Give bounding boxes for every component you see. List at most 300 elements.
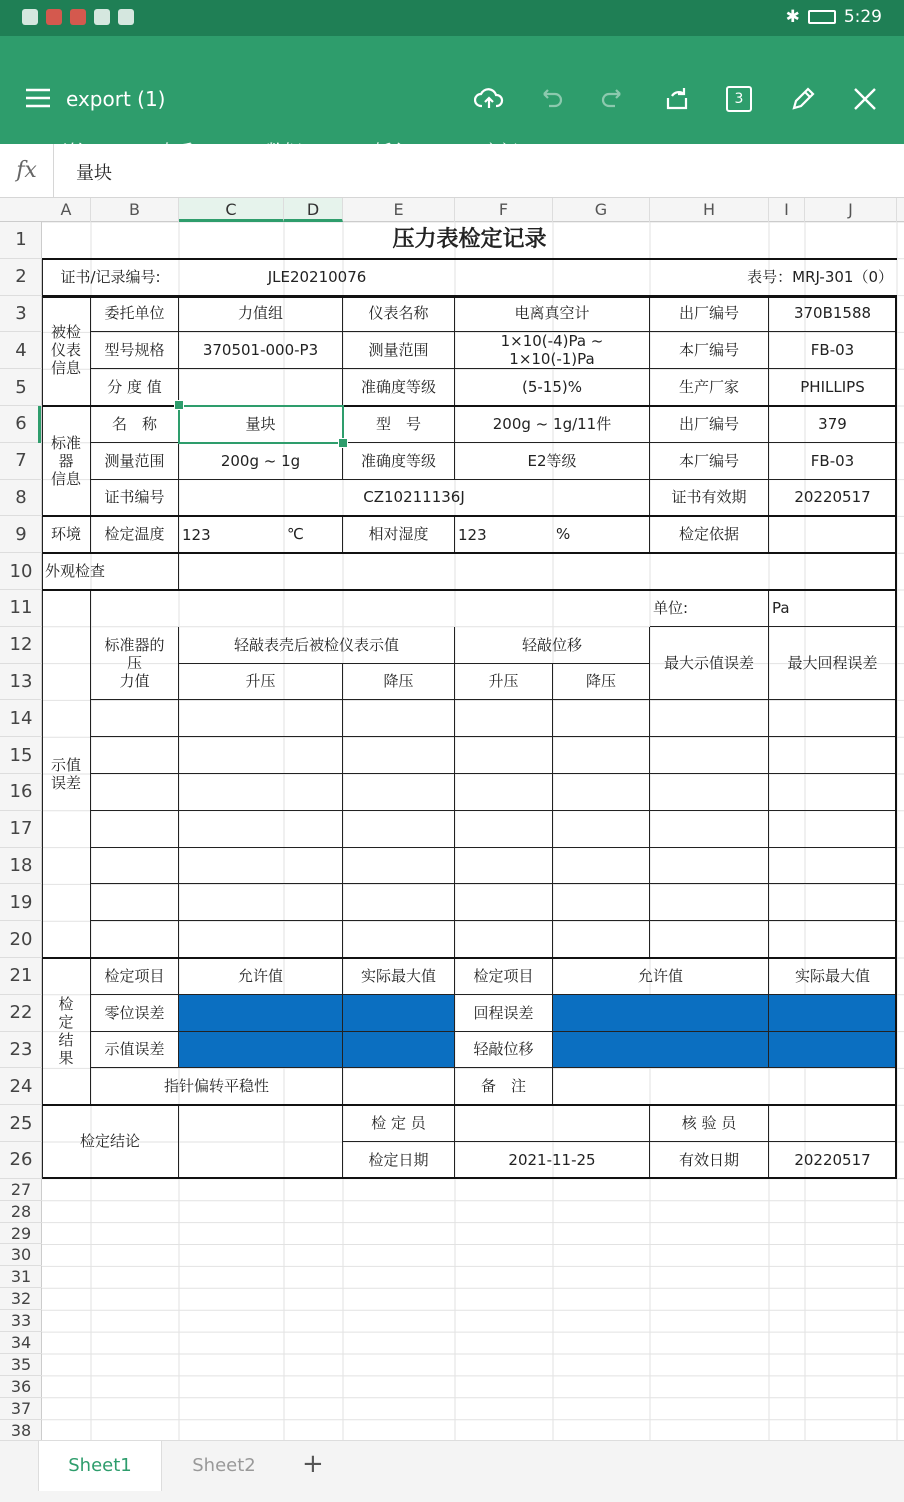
cell-b19[interactable]: [91, 884, 179, 921]
cell-e16[interactable]: [343, 774, 455, 811]
cell-b23[interactable]: [91, 1032, 179, 1069]
cell-f17[interactable]: [455, 811, 553, 848]
cell-c22[interactable]: [179, 995, 343, 1032]
cell-e7-text: 准确度等级: [360, 451, 436, 470]
document-title: export (1): [66, 87, 166, 111]
cell-f12-text: 轻敲位移: [521, 635, 582, 654]
cell-c7-text: 200g ~ 1g: [220, 451, 301, 470]
cell-e5[interactable]: [343, 369, 455, 406]
cell-h16[interactable]: [650, 774, 769, 811]
cell-c25[interactable]: [179, 1105, 343, 1179]
cell-d9-text: ℃: [287, 525, 304, 544]
cell-c8[interactable]: [179, 480, 650, 517]
cell-a2[interactable]: [42, 259, 179, 296]
cell-f21-text: 检定项目: [473, 966, 534, 985]
cell-h25[interactable]: [650, 1105, 769, 1142]
cell-c12-text: 轻敲表壳后被检仪表示值: [233, 635, 399, 654]
cell-b16[interactable]: [91, 774, 179, 811]
row-header-29[interactable]: 29: [0, 1223, 42, 1245]
cell-h8[interactable]: [650, 480, 769, 517]
cell-f20[interactable]: [455, 921, 553, 958]
column-header-J[interactable]: J: [805, 198, 897, 222]
cell-i15[interactable]: [769, 737, 897, 774]
cell-a3[interactable]: [42, 296, 91, 406]
cell-h7-text: 本厂编号: [678, 451, 739, 470]
row-header-26[interactable]: 26: [0, 1142, 42, 1179]
row-header-4[interactable]: 4: [0, 332, 42, 369]
row-header-23[interactable]: 23: [0, 1032, 42, 1069]
cell-e18[interactable]: [343, 848, 455, 885]
column-header-D[interactable]: D: [284, 198, 343, 222]
row-header-27[interactable]: 27: [0, 1179, 42, 1201]
cell-h9-text: 检定依据: [678, 525, 739, 544]
cell-f24-text: 备 注: [480, 1077, 526, 1096]
cell-i17[interactable]: [769, 811, 897, 848]
cell-c16[interactable]: [179, 774, 343, 811]
cell-f18[interactable]: [455, 848, 553, 885]
cell-i8[interactable]: [769, 480, 897, 517]
row-header-31[interactable]: 31: [0, 1266, 42, 1288]
row-header-11[interactable]: 11: [0, 590, 42, 627]
cell-f14[interactable]: [455, 700, 553, 737]
cell-f3-text: 电离真空计: [514, 304, 590, 323]
row-header-20[interactable]: 20: [0, 921, 42, 958]
cell-c9-text: 123: [182, 525, 211, 544]
cell-h4-text: 本厂编号: [678, 341, 739, 360]
cell-b23-text: 示值误差: [104, 1040, 165, 1059]
selection-handle-start[interactable]: [174, 400, 184, 410]
cell-c14[interactable]: [179, 700, 343, 737]
cell-h11[interactable]: [650, 590, 769, 627]
selection-handle-end[interactable]: [338, 438, 348, 448]
cell-f24[interactable]: [455, 1068, 553, 1105]
sheet-tab-1[interactable]: Sheet1: [38, 1441, 162, 1491]
row-header-33[interactable]: 33: [0, 1310, 42, 1332]
row-header-19[interactable]: 19: [0, 884, 42, 921]
cell-a25[interactable]: [42, 1105, 179, 1179]
row-header-16[interactable]: 16: [0, 774, 42, 811]
cell-c21[interactable]: [179, 958, 343, 995]
sheet-tabs: [0, 1440, 904, 1502]
cell-b5[interactable]: [91, 369, 179, 406]
cell-a9-text: 环境: [50, 525, 81, 544]
cell-b9[interactable]: [91, 516, 179, 553]
cell-h4[interactable]: [650, 332, 769, 369]
cell-b4-text: 型号规格: [104, 341, 165, 360]
cell-i5-text: PHILLIPS: [800, 378, 865, 397]
cell-h9[interactable]: [650, 516, 769, 553]
cell-c17[interactable]: [179, 811, 343, 848]
cell-b20[interactable]: [91, 921, 179, 958]
cell-c4-text: 370501-000-P3: [202, 341, 319, 360]
cell-h11-text: 单位:: [653, 598, 689, 617]
cell-f5-text: (5-15)%: [522, 378, 582, 397]
add-sheet-button[interactable]: +: [302, 1449, 324, 1479]
cell-g15[interactable]: [553, 737, 650, 774]
cell-b12-text: 标准器的 压 力值: [104, 636, 165, 691]
cell-c3[interactable]: [179, 296, 343, 333]
cell-g21-text: 允许值: [637, 966, 683, 985]
cell-f26[interactable]: [455, 1142, 650, 1179]
cell-c8-text: CZ10211136J: [363, 488, 465, 507]
cell-b22-text: 零位误差: [104, 1003, 165, 1022]
cell-g20[interactable]: [553, 921, 650, 958]
cell-h19[interactable]: [650, 884, 769, 921]
cell-g16[interactable]: [553, 774, 650, 811]
cell-a11[interactable]: [42, 590, 91, 958]
cell-b3-text: 委托单位: [104, 304, 165, 323]
cell-f5[interactable]: [455, 369, 650, 406]
column-header-C[interactable]: C: [179, 198, 284, 222]
cell-g14[interactable]: [553, 700, 650, 737]
cell-b15[interactable]: [91, 737, 179, 774]
cell-i7-text: FB-03: [810, 451, 855, 470]
cell-e24[interactable]: [343, 1068, 455, 1105]
cell-e7[interactable]: [343, 443, 455, 480]
row-header-10[interactable]: 10: [0, 553, 42, 590]
cell-a10[interactable]: [42, 553, 179, 590]
active-row-indicator: [38, 406, 41, 443]
cell-c20[interactable]: [179, 921, 343, 958]
cell-h25-text: 核 验 员: [681, 1114, 737, 1133]
cell-h5-text: 生产厂家: [678, 378, 739, 397]
cell-b8[interactable]: [91, 480, 179, 517]
cell-f22[interactable]: [455, 995, 553, 1032]
share-icon[interactable]: [662, 84, 692, 114]
cell-h6-text: 出厂编号: [678, 414, 739, 433]
app-icon: [46, 9, 62, 25]
cell-e21-text: 实际最大值: [360, 966, 436, 985]
cell-i12[interactable]: [769, 627, 897, 701]
cell-e9[interactable]: [343, 516, 455, 553]
cell-e6-text: 型 号: [375, 414, 421, 433]
app-toolbar: [0, 36, 904, 144]
cell-a2-text: 证书/记录编号:: [60, 268, 161, 287]
row-header-32[interactable]: 32: [0, 1288, 42, 1310]
cell-b4[interactable]: [91, 332, 179, 369]
cell-e14[interactable]: [343, 700, 455, 737]
row-header-28[interactable]: 28: [0, 1201, 42, 1223]
cell-i12-text: 最大回程误差: [787, 654, 878, 673]
column-header-H[interactable]: H: [650, 198, 769, 222]
cell-h26[interactable]: [650, 1142, 769, 1179]
row-header-3[interactable]: 3: [0, 296, 42, 333]
cell-i3[interactable]: [769, 296, 897, 333]
cell-h15[interactable]: [650, 737, 769, 774]
row-header-2[interactable]: 2: [0, 259, 42, 296]
cell-c19[interactable]: [179, 884, 343, 921]
cell-c12[interactable]: [179, 627, 455, 664]
cell-g13-text: 降压: [585, 672, 616, 691]
cell-h12[interactable]: [650, 627, 769, 701]
cell-e13[interactable]: [343, 664, 455, 701]
clock: 5:29: [843, 7, 882, 27]
cell-e3[interactable]: [343, 296, 455, 333]
cell-e26[interactable]: [343, 1142, 455, 1179]
row-header-17[interactable]: 17: [0, 811, 42, 848]
cell-c5[interactable]: [179, 369, 343, 406]
cell-f13[interactable]: [455, 664, 553, 701]
cell-b18[interactable]: [91, 848, 179, 885]
cell-i26-text: 20220517: [794, 1150, 871, 1169]
cell-c15[interactable]: [179, 737, 343, 774]
cell-i14[interactable]: [769, 700, 897, 737]
row-header-22[interactable]: 22: [0, 995, 42, 1032]
cell-h26-text: 有效日期: [678, 1150, 739, 1169]
cell-h18[interactable]: [650, 848, 769, 885]
cell-b14[interactable]: [91, 700, 179, 737]
cell-h3[interactable]: [650, 296, 769, 333]
row-header-9[interactable]: 9: [0, 516, 42, 553]
cell-e26-text: 检定日期: [368, 1150, 429, 1169]
cell-e21[interactable]: [343, 958, 455, 995]
row-header-35[interactable]: 35: [0, 1354, 42, 1376]
row-header-12[interactable]: 12: [0, 627, 42, 664]
close-icon[interactable]: [850, 84, 880, 114]
row-header-30[interactable]: 30: [0, 1245, 42, 1267]
cell-f15[interactable]: [455, 737, 553, 774]
row-header-21[interactable]: 21: [0, 958, 42, 995]
row-header-14[interactable]: 14: [0, 700, 42, 737]
cell-b12[interactable]: [91, 627, 179, 701]
cell-i8-text: 20220517: [794, 488, 871, 507]
cell-i7[interactable]: [769, 443, 897, 480]
cell-e6[interactable]: [343, 406, 455, 443]
redo-icon[interactable]: [598, 84, 628, 114]
row-header-38[interactable]: 38: [0, 1420, 42, 1440]
cell-i20[interactable]: [769, 921, 897, 958]
formula-bar: [0, 144, 904, 198]
app-icon: [70, 9, 86, 25]
cloud-upload-icon[interactable]: [474, 84, 504, 114]
cell-i4[interactable]: [769, 332, 897, 369]
sheet-tab-2[interactable]: Sheet2: [192, 1455, 256, 1476]
cell-i22[interactable]: [769, 995, 897, 1032]
cell-b6-text: 名 称: [111, 414, 157, 433]
cell-e4[interactable]: [343, 332, 455, 369]
cell-a25-text: 检定结论: [79, 1132, 140, 1151]
cell-e4-text: 测量范围: [368, 341, 429, 360]
cell-f6[interactable]: [455, 406, 650, 443]
column-header-A[interactable]: A: [42, 198, 91, 222]
cell-c4[interactable]: [179, 332, 343, 369]
cell-c13-text: 升压: [245, 672, 276, 691]
row-header-25[interactable]: 25: [0, 1105, 42, 1142]
cell-i19[interactable]: [769, 884, 897, 921]
cell-c2[interactable]: [179, 259, 455, 296]
cell-f25[interactable]: [455, 1105, 650, 1142]
cell-i26[interactable]: [769, 1142, 897, 1179]
cell-f19[interactable]: [455, 884, 553, 921]
cell-f3[interactable]: [455, 296, 650, 333]
cell-b5-text: 分 度 值: [107, 378, 162, 397]
cell-e25[interactable]: [343, 1105, 455, 1142]
sheet-count-icon[interactable]: 3: [726, 86, 752, 112]
cell-h3-text: 出厂编号: [678, 304, 739, 323]
spreadsheet-grid[interactable]: [0, 198, 904, 1440]
cell-h20[interactable]: [650, 921, 769, 958]
cell-f9-text: 123: [458, 525, 487, 544]
row-header-13[interactable]: 13: [0, 664, 42, 701]
cell-i16[interactable]: [769, 774, 897, 811]
cell-f12[interactable]: [455, 627, 650, 664]
cell-c23[interactable]: [179, 1032, 343, 1069]
cell-i5[interactable]: [769, 369, 897, 406]
cell-g21[interactable]: [553, 958, 769, 995]
cell-g18[interactable]: [553, 848, 650, 885]
cell-f6-text: 200g ~ 1g/11件: [492, 414, 612, 433]
cell-c18[interactable]: [179, 848, 343, 885]
cell-f4-text: 1×10(-4)Pa ~ 1×10(-1)Pa: [500, 332, 604, 369]
cell-e3-text: 仪表名称: [368, 304, 429, 323]
cell-f23[interactable]: [455, 1032, 553, 1069]
row-header-1[interactable]: 1: [0, 222, 42, 259]
row-header-5[interactable]: 5: [0, 369, 42, 406]
cell-b7-text: 测量范围: [104, 451, 165, 470]
cell-selection[interactable]: [178, 405, 344, 444]
cell-c9[interactable]: [179, 516, 284, 553]
cell-c3-text: 力值组: [237, 304, 283, 323]
formula-input[interactable]: 量块: [76, 163, 112, 184]
cell-g19[interactable]: [553, 884, 650, 921]
column-header-I[interactable]: I: [769, 198, 805, 222]
cell-b6[interactable]: [91, 406, 179, 443]
cell-h6[interactable]: [650, 406, 769, 443]
cell-b21[interactable]: [91, 958, 179, 995]
cell-e19[interactable]: [343, 884, 455, 921]
cell-c6-text: 量块: [245, 414, 276, 433]
cell-area[interactable]: [0, 198, 904, 1440]
row-header-37[interactable]: 37: [0, 1398, 42, 1420]
cell-i21[interactable]: [769, 958, 897, 995]
cell-a10-text: 外观检查: [45, 562, 106, 581]
cell-a21[interactable]: [42, 958, 91, 1105]
column-header-F[interactable]: F: [455, 198, 553, 222]
cell-i11[interactable]: [769, 590, 897, 627]
cell-b24[interactable]: [91, 1068, 343, 1105]
cell-f23-text: 轻敲位移: [473, 1040, 534, 1059]
cell-title[interactable]: [42, 222, 897, 259]
cell-title-text: 压力表检定记录: [392, 227, 547, 253]
cell-a3-text: 被检 仪表 信息: [50, 323, 81, 378]
cell-b9-text: 检定温度: [104, 525, 165, 544]
column-header-B[interactable]: B: [91, 198, 179, 222]
edit-icon[interactable]: [788, 84, 818, 114]
cell-f7[interactable]: [455, 443, 650, 480]
cell-f13-text: 升压: [488, 672, 519, 691]
cell-g9-text: %: [556, 525, 571, 544]
cell-h17[interactable]: [650, 811, 769, 848]
cell-f7-text: E2等级: [527, 451, 577, 470]
cell-g22[interactable]: [553, 995, 769, 1032]
cell-c2-text: JLE20210076: [267, 268, 367, 287]
cell-g17[interactable]: [553, 811, 650, 848]
app-icon: [94, 9, 110, 25]
cell-f9[interactable]: [455, 516, 553, 553]
cell-e5-text: 准确度等级: [360, 378, 436, 397]
cell-f4[interactable]: [455, 332, 650, 369]
cell-i21-text: 实际最大值: [794, 966, 870, 985]
cell-g13[interactable]: [553, 664, 650, 701]
cell-e23[interactable]: [343, 1032, 455, 1069]
cell-c10[interactable]: [179, 553, 897, 590]
fx-icon[interactable]: fx: [0, 144, 54, 198]
row-header-7[interactable]: 7: [0, 443, 42, 480]
cell-b8-text: 证书编号: [104, 488, 165, 507]
row-header-34[interactable]: 34: [0, 1332, 42, 1354]
row-header-15[interactable]: 15: [0, 737, 42, 774]
cell-i23[interactable]: [769, 1032, 897, 1069]
cell-a11-text: 示值 误差: [50, 755, 81, 792]
column-header-E[interactable]: E: [343, 198, 455, 222]
cell-i9[interactable]: [769, 516, 897, 553]
cell-f16[interactable]: [455, 774, 553, 811]
battery-icon: [808, 10, 836, 24]
cell-b7[interactable]: [91, 443, 179, 480]
cell-i18[interactable]: [769, 848, 897, 885]
cell-d9[interactable]: [284, 516, 343, 553]
cell-h12-text: 最大示值误差: [663, 654, 754, 673]
cell-b17[interactable]: [91, 811, 179, 848]
cell-e17[interactable]: [343, 811, 455, 848]
row-header-6[interactable]: 6: [0, 406, 42, 443]
cell-h2[interactable]: [650, 259, 897, 296]
cell-f26-text: 2021-11-25: [508, 1150, 596, 1169]
cell-h14[interactable]: [650, 700, 769, 737]
cell-f22-text: 回程误差: [473, 1003, 534, 1022]
cell-g23[interactable]: [553, 1032, 769, 1069]
cell-a9[interactable]: [42, 516, 91, 553]
cell-i4-text: FB-03: [810, 341, 855, 360]
cell-i3-text: 370B1588: [793, 304, 872, 323]
cell-g24[interactable]: [553, 1068, 897, 1105]
cell-a6-text: 标准器 信息: [50, 433, 81, 488]
row-header-8[interactable]: 8: [0, 480, 42, 517]
undo-icon[interactable]: [536, 84, 566, 114]
cell-f21[interactable]: [455, 958, 553, 995]
cell-e15[interactable]: [343, 737, 455, 774]
cell-c21-text: 允许值: [237, 966, 283, 985]
cell-g9[interactable]: [553, 516, 650, 553]
cell-h7[interactable]: [650, 443, 769, 480]
status-bar: [0, 0, 904, 36]
cell-e9-text: 相对湿度: [368, 525, 429, 544]
cell-c13[interactable]: [179, 664, 343, 701]
cell-a21-text: 检 定 结 果: [58, 995, 74, 1068]
cell-b21-text: 检定项目: [104, 966, 165, 985]
cloud-icon: [118, 9, 134, 25]
cell-b24-text: 指针偏转平稳性: [163, 1077, 269, 1096]
cell-a6[interactable]: [42, 406, 91, 516]
cell-i25[interactable]: [769, 1105, 897, 1142]
cell-b3[interactable]: [91, 296, 179, 333]
cell-e20[interactable]: [343, 921, 455, 958]
row-header-24[interactable]: 24: [0, 1068, 42, 1105]
menu-icon[interactable]: [26, 88, 50, 108]
cell-i6[interactable]: [769, 406, 897, 443]
cell-e22[interactable]: [343, 995, 455, 1032]
cell-c7[interactable]: [179, 443, 343, 480]
cell-b22[interactable]: [91, 995, 179, 1032]
wifi-icon: [22, 9, 38, 25]
row-header-18[interactable]: 18: [0, 848, 42, 885]
row-header-36[interactable]: 36: [0, 1376, 42, 1398]
cell-e25-text: 检 定 员: [371, 1114, 426, 1133]
cell-b11[interactable]: [91, 590, 650, 627]
cell-h8-text: 证书有效期: [671, 488, 747, 507]
cell-h5[interactable]: [650, 369, 769, 406]
column-header-G[interactable]: G: [553, 198, 650, 222]
